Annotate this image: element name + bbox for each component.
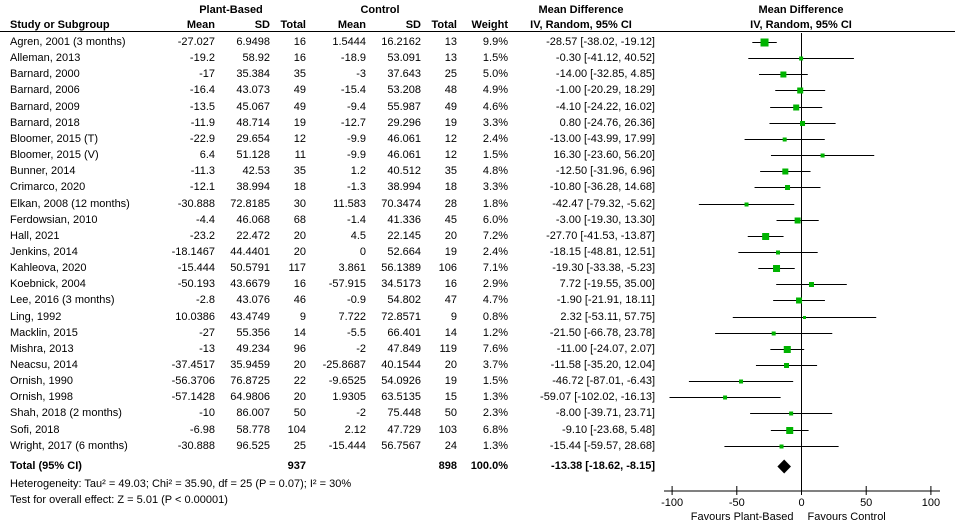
weight: 3.7%	[482, 359, 508, 371]
ci-text: -42.47 [-79.32, -5.62]	[552, 198, 655, 210]
pb-total: 19	[293, 117, 306, 129]
pb-sd: 35.384	[236, 68, 270, 80]
control-total: 12	[444, 133, 457, 145]
weight: 1.5%	[482, 149, 508, 161]
pb-total: 14	[293, 327, 306, 339]
col-header-md-ci: IV, Random, 95% CI	[530, 19, 632, 31]
favours-right-label: Favours Control	[807, 511, 886, 523]
effect-square	[797, 88, 803, 94]
weight: 6.8%	[482, 424, 508, 436]
ci-text: -11.00 [-24.07, 2.07]	[556, 343, 655, 355]
control-mean: -9.6525	[328, 375, 366, 387]
ci-text: -13.00 [-43.99, 17.99]	[549, 133, 655, 145]
pb-total: 30	[293, 198, 306, 210]
pb-sd: 43.076	[236, 294, 270, 306]
control-total: 14	[444, 327, 457, 339]
study-name: Sofi, 2018	[10, 424, 60, 436]
pb-sd: 43.073	[236, 84, 270, 96]
effect-square	[786, 427, 793, 434]
weight: 1.5%	[482, 375, 508, 387]
weight: 1.3%	[482, 440, 508, 452]
pb-sd: 72.8185	[230, 198, 270, 210]
control-sd: 54.802	[387, 294, 421, 306]
control-total: 45	[444, 214, 457, 226]
control-sd: 46.061	[387, 133, 421, 145]
control-total: 16	[444, 278, 457, 290]
ci-text: 7.72 [-19.55, 35.00]	[559, 278, 655, 290]
group-header-plant-based: Plant-Based	[199, 4, 263, 16]
weight: 1.3%	[482, 391, 508, 403]
effect-square	[796, 298, 802, 304]
weight: 2.9%	[482, 278, 508, 290]
pb-mean: -6.98	[189, 424, 215, 436]
weight: 2.3%	[482, 407, 508, 419]
pb-sd: 96.525	[236, 440, 270, 452]
pb-total: 20	[293, 230, 306, 242]
control-total: 35	[444, 165, 457, 177]
weight: 1.5%	[482, 52, 508, 64]
study-name: Shah, 2018 (2 months)	[10, 407, 122, 419]
control-total: 13	[444, 36, 457, 48]
study-name: Alleman, 2013	[10, 52, 81, 64]
study-name: Ferdowsian, 2010	[10, 214, 98, 226]
control-mean: 4.5	[350, 230, 366, 242]
study-name: Macklin, 2015	[10, 327, 78, 339]
study-name: Wright, 2017 (6 months)	[10, 440, 128, 452]
study-name: Bloomer, 2015 (T)	[10, 133, 99, 145]
pb-mean: -50.193	[177, 278, 215, 290]
pb-mean: -10	[199, 407, 215, 419]
axis-tick-label: 50	[860, 497, 873, 509]
pb-mean: -37.4517	[171, 359, 215, 371]
pb-sd: 38.994	[236, 181, 270, 193]
axis-tick-label: 100	[921, 497, 941, 509]
pb-sd: 42.53	[242, 165, 270, 177]
effect-square	[821, 154, 825, 158]
weight: 3.3%	[482, 117, 508, 129]
weight: 1.2%	[482, 327, 508, 339]
pb-sd: 43.4749	[230, 311, 270, 323]
pb-mean: -57.1428	[171, 391, 215, 403]
control-sd: 22.145	[387, 230, 421, 242]
ci-text: -1.90 [-21.91, 18.11]	[556, 294, 655, 306]
control-mean: -3	[356, 68, 366, 80]
control-mean: 1.9305	[332, 391, 366, 403]
col-header-c-total: Total	[431, 19, 457, 31]
control-total: 24	[444, 440, 457, 452]
pb-mean: -30.888	[177, 440, 215, 452]
effect-square	[789, 412, 793, 416]
pb-sd: 29.654	[236, 133, 270, 145]
control-sd: 52.664	[387, 246, 421, 258]
control-total: 119	[439, 343, 457, 355]
pb-mean: -12.1	[189, 181, 215, 193]
study-name: Neacsu, 2014	[10, 359, 78, 371]
effect-square	[772, 332, 776, 336]
control-sd: 40.512	[387, 165, 421, 177]
control-total: 19	[444, 117, 457, 129]
control-sd: 63.5135	[381, 391, 421, 403]
ci-text: -27.70 [-41.53, -13.87]	[546, 230, 655, 242]
ci-text: -59.07 [-102.02, -16.13]	[540, 391, 655, 403]
weight: 7.1%	[482, 262, 508, 274]
ci-text: -1.00 [-20.29, 18.29]	[555, 84, 655, 96]
study-name: Jenkins, 2014	[10, 246, 78, 258]
control-sd: 38.994	[387, 181, 421, 193]
pb-mean: -19.2	[189, 52, 215, 64]
pb-mean: -11.9	[190, 117, 215, 129]
effect-square	[739, 380, 743, 384]
weight: 0.8%	[482, 311, 508, 323]
pb-total: 49	[293, 84, 306, 96]
control-total: 12	[444, 149, 457, 161]
col-header-pb-mean: Mean	[186, 19, 215, 31]
control-total: 20	[444, 230, 457, 242]
pb-mean: -56.3706	[171, 375, 215, 387]
pb-sd: 44.4401	[230, 246, 270, 258]
ci-text: -21.50 [-66.78, 23.78]	[549, 327, 655, 339]
heterogeneity-note: Heterogeneity: Tau² = 49.03; Chi² = 35.90, df = 25 (P = 0.07); I² = 30%	[10, 478, 352, 490]
pb-total: 20	[293, 391, 306, 403]
control-sd: 72.8571	[381, 311, 421, 323]
effect-square	[785, 185, 790, 190]
study-name: Bunner, 2014	[10, 165, 76, 177]
pb-mean: -2.8	[196, 294, 215, 306]
control-sd: 75.448	[387, 407, 421, 419]
total-ci-text: -13.38 [-18.62, -8.15]	[551, 460, 655, 472]
weight: 4.8%	[482, 165, 508, 177]
study-name: Agren, 2001 (3 months)	[10, 36, 126, 48]
control-total: 19	[444, 375, 457, 387]
axis-tick-label: 0	[798, 497, 805, 509]
effect-square	[776, 251, 780, 255]
pb-total: 16	[293, 52, 306, 64]
axis-tick-label: -100	[661, 497, 684, 509]
pb-mean: -22.9	[189, 133, 215, 145]
pb-total: 25	[293, 440, 306, 452]
pb-total: 46	[293, 294, 306, 306]
control-sd: 34.5173	[381, 278, 421, 290]
study-name: Bloomer, 2015 (V)	[10, 149, 99, 161]
control-mean: -1.3	[347, 181, 366, 193]
effect-square	[723, 396, 727, 400]
total-c-n: 898	[438, 460, 457, 472]
control-mean: -0.9	[347, 294, 366, 306]
control-total: 25	[444, 68, 457, 80]
study-name: Barnard, 2006	[10, 84, 80, 96]
control-sd: 40.1544	[381, 359, 421, 371]
effect-square	[780, 72, 786, 78]
study-name: Ornish, 1990	[10, 375, 73, 387]
control-sd: 56.7567	[381, 440, 421, 452]
pb-mean: -17	[199, 68, 215, 80]
weight: 2.4%	[482, 246, 508, 258]
effect-square	[780, 445, 784, 449]
total-diamond	[777, 460, 791, 474]
weight: 4.6%	[482, 101, 508, 113]
col-header-c-mean: Mean	[337, 19, 366, 31]
ci-text: -4.10 [-24.22, 16.02]	[555, 101, 655, 113]
control-sd: 47.729	[387, 424, 421, 436]
effect-square	[784, 363, 789, 368]
effect-square	[784, 346, 791, 353]
pb-mean: -15.444	[177, 262, 215, 274]
pb-total: 68	[293, 214, 306, 226]
col-header-study: Study or Subgroup	[10, 19, 110, 31]
ci-text: -14.00 [-32.85, 4.85]	[555, 68, 655, 80]
axis-tick-label: -50	[728, 497, 745, 509]
effect-square	[745, 203, 749, 207]
pb-total: 49	[293, 101, 306, 113]
total-weight: 100.0%	[470, 460, 508, 472]
pb-total: 117	[288, 262, 306, 274]
control-mean: -15.4	[340, 84, 366, 96]
pb-total: 9	[299, 311, 306, 323]
control-mean: -5.5	[347, 327, 366, 339]
pb-total: 35	[293, 165, 306, 177]
control-mean: 2.12	[344, 424, 366, 436]
ci-text: -28.57 [-38.02, -19.12]	[546, 36, 655, 48]
ci-text: -10.80 [-36.28, 14.68]	[549, 181, 655, 193]
favours-left-label: Favours Plant-Based	[690, 511, 794, 523]
control-total: 28	[444, 198, 457, 210]
ci-text: -0.30 [-41.12, 40.52]	[555, 52, 655, 64]
pb-mean: -27.027	[177, 36, 215, 48]
ci-text: -9.10 [-23.68, 5.48]	[562, 424, 655, 436]
pb-total: 20	[293, 246, 306, 258]
control-mean: 7.722	[338, 311, 366, 323]
total-pb-n: 937	[287, 460, 306, 472]
effect-square	[800, 121, 805, 126]
control-total: 20	[444, 359, 457, 371]
weight: 9.9%	[482, 36, 508, 48]
control-total: 103	[438, 424, 457, 436]
overall-effect-note: Test for overall effect: Z = 5.01 (P < 0.00001)	[10, 494, 228, 506]
pb-mean: -11.3	[190, 165, 215, 177]
control-mean: -15.444	[328, 440, 366, 452]
pb-total: 104	[287, 424, 306, 436]
study-name: Elkan, 2008 (12 months)	[10, 198, 130, 210]
weight: 1.8%	[482, 198, 508, 210]
study-name: Barnard, 2000	[10, 68, 80, 80]
study-name: Mishra, 2013	[10, 343, 74, 355]
control-total: 18	[444, 181, 457, 193]
study-name: Koebnick, 2004	[10, 278, 86, 290]
pb-total: 50	[293, 407, 306, 419]
effect-square	[799, 57, 803, 61]
weight: 7.6%	[482, 343, 508, 355]
control-sd: 56.1389	[381, 262, 421, 274]
pb-total: 96	[293, 343, 306, 355]
pb-mean: -18.1467	[171, 246, 215, 258]
control-sd: 16.2162	[381, 36, 421, 48]
ci-text: -11.58 [-35.20, 12.04]	[550, 359, 655, 371]
control-sd: 29.296	[387, 117, 421, 129]
pb-sd: 49.234	[236, 343, 270, 355]
ci-text: 0.80 [-24.76, 26.36]	[559, 117, 655, 129]
pb-total: 22	[293, 375, 306, 387]
ci-text: 2.32 [-53.11, 57.75]	[560, 311, 655, 323]
control-mean: -18.9	[340, 52, 366, 64]
control-total: 50	[444, 407, 457, 419]
pb-sd: 64.9806	[230, 391, 270, 403]
pb-mean: -23.2	[189, 230, 215, 242]
pb-sd: 6.9498	[236, 36, 270, 48]
pb-mean: -13	[199, 343, 215, 355]
pb-total: 18	[293, 181, 306, 193]
effect-square	[773, 265, 780, 272]
ci-text: -46.72 [-87.01, -6.43]	[552, 375, 655, 387]
control-mean: 1.2	[350, 165, 366, 177]
pb-total: 16	[293, 278, 306, 290]
control-sd: 70.3474	[381, 198, 421, 210]
control-sd: 66.401	[387, 327, 421, 339]
control-total: 48	[444, 84, 457, 96]
control-mean: -9.9	[347, 149, 366, 161]
pb-mean: -27	[199, 327, 215, 339]
control-mean: 0	[359, 246, 366, 258]
weight: 5.0%	[482, 68, 508, 80]
pb-sd: 43.6679	[230, 278, 270, 290]
effect-square	[782, 169, 788, 175]
control-mean: -2	[356, 343, 366, 355]
study-name: Hall, 2021	[10, 230, 60, 242]
pb-sd: 50.5791	[230, 262, 270, 274]
col-header-c-sd: SD	[405, 19, 421, 31]
effect-square	[795, 218, 801, 224]
effect-square	[803, 316, 806, 319]
pb-sd: 22.472	[236, 230, 270, 242]
control-mean: -2	[356, 407, 366, 419]
control-sd: 55.987	[387, 101, 421, 113]
control-mean: 1.5444	[332, 36, 366, 48]
group-header-control: Control	[360, 4, 400, 16]
control-mean: -12.7	[340, 117, 366, 129]
pb-sd: 35.9459	[230, 359, 270, 371]
weight: 4.9%	[482, 84, 508, 96]
col-header-md-ci-plot: IV, Random, 95% CI	[750, 19, 852, 31]
col-header-pb-sd: SD	[254, 19, 270, 31]
control-mean: -9.9	[347, 133, 366, 145]
pb-mean: -30.888	[177, 198, 215, 210]
pb-sd: 45.067	[236, 101, 270, 113]
weight: 2.4%	[482, 133, 508, 145]
pb-total: 35	[293, 68, 306, 80]
control-mean: -57.915	[328, 278, 366, 290]
pb-sd: 51.128	[236, 149, 270, 161]
study-name: Crimarco, 2020	[10, 181, 86, 193]
md-text-column-title: Mean Difference	[538, 4, 624, 16]
pb-total: 20	[293, 359, 306, 371]
control-mean: 3.861	[338, 262, 366, 274]
control-sd: 37.643	[387, 68, 421, 80]
control-total: 106	[438, 262, 457, 274]
pb-mean: -16.4	[189, 84, 215, 96]
control-mean: -1.4	[347, 214, 366, 226]
effect-square	[762, 233, 769, 240]
pb-sd: 58.92	[242, 52, 270, 64]
pb-total: 16	[293, 36, 306, 48]
pb-mean: 10.0386	[175, 311, 215, 323]
pb-total: 11	[294, 149, 306, 161]
pb-mean: -13.5	[189, 101, 215, 113]
control-sd: 54.0926	[381, 375, 421, 387]
study-name: Barnard, 2018	[10, 117, 80, 129]
pb-total: 12	[293, 133, 306, 145]
study-name: Ornish, 1998	[10, 391, 73, 403]
weight: 6.0%	[482, 214, 508, 226]
ci-text: 16.30 [-23.60, 56.20]	[553, 149, 655, 161]
weight: 7.2%	[482, 230, 508, 242]
ci-text: -18.15 [-48.81, 12.51]	[549, 246, 655, 258]
weight: 3.3%	[482, 181, 508, 193]
pb-sd: 76.8725	[230, 375, 270, 387]
col-header-pb-total: Total	[280, 19, 306, 31]
effect-square	[783, 138, 787, 142]
control-mean: 11.583	[333, 198, 366, 210]
col-header-weight: Weight	[471, 19, 508, 31]
control-total: 9	[450, 311, 457, 323]
control-total: 19	[444, 246, 457, 258]
control-sd: 41.336	[387, 214, 421, 226]
effect-square	[761, 39, 769, 47]
pb-sd: 48.714	[236, 117, 270, 129]
effect-square	[793, 105, 799, 111]
control-mean: -9.4	[347, 101, 366, 113]
study-name: Lee, 2016 (3 months)	[10, 294, 115, 306]
study-name: Ling, 1992	[10, 311, 62, 323]
control-total: 47	[444, 294, 457, 306]
control-sd: 46.061	[387, 149, 421, 161]
control-total: 13	[444, 52, 457, 64]
control-sd: 53.208	[387, 84, 421, 96]
ci-text: -3.00 [-19.30, 13.30]	[555, 214, 655, 226]
total-label: Total (95% CI)	[10, 460, 82, 472]
effect-square	[809, 282, 814, 287]
pb-sd: 46.068	[236, 214, 270, 226]
control-mean: -25.8687	[322, 359, 366, 371]
pb-sd: 58.778	[236, 424, 270, 436]
study-name: Barnard, 2009	[10, 101, 80, 113]
control-sd: 53.091	[387, 52, 421, 64]
md-plot-column-title: Mean Difference	[758, 4, 844, 16]
ci-text: -19.30 [-33.38, -5.23]	[552, 262, 655, 274]
pb-mean: 6.4	[199, 149, 215, 161]
control-total: 15	[444, 391, 457, 403]
pb-sd: 55.356	[236, 327, 270, 339]
study-name: Kahleova, 2020	[10, 262, 87, 274]
weight: 4.7%	[482, 294, 508, 306]
ci-text: -12.50 [-31.96, 6.96]	[555, 165, 655, 177]
pb-sd: 86.007	[236, 407, 270, 419]
ci-text: -15.44 [-59.57, 28.68]	[549, 440, 655, 452]
pb-mean: -4.4	[196, 214, 215, 226]
ci-text: -8.00 [-39.71, 23.71]	[555, 407, 655, 419]
control-total: 49	[444, 101, 457, 113]
control-sd: 47.849	[387, 343, 421, 355]
